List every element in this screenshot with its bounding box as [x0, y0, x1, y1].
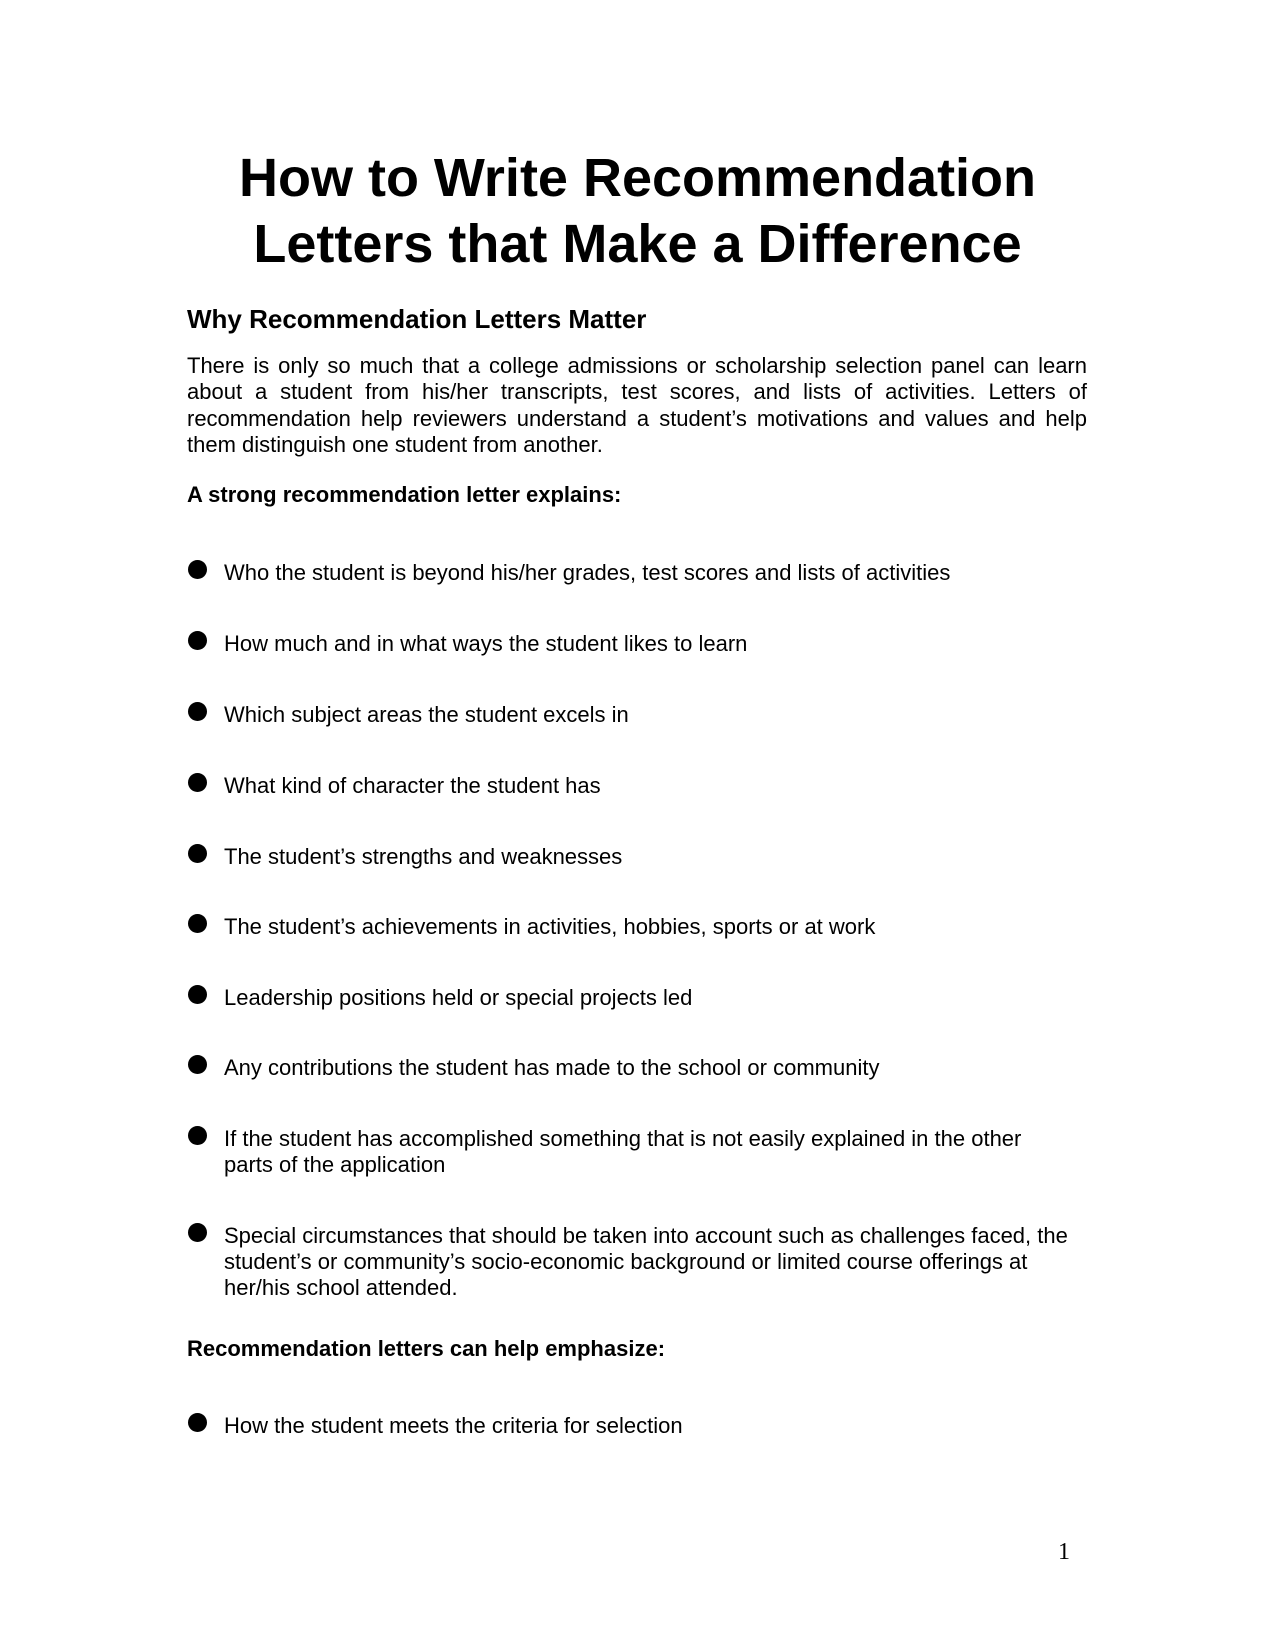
- list-item-text: Special circumstances that should be taken into account such as challenges faced, the student’s or community’s socio-economic background or limited course offerings at her/his school attended.: [224, 1223, 1068, 1300]
- list-item-text: How much and in what ways the student likes to learn: [224, 631, 748, 656]
- list-item-text: Any contributions the student has made to the school or community: [224, 1055, 880, 1080]
- bullet-icon: [188, 631, 207, 650]
- list-item-text: What kind of character the student has: [224, 773, 601, 798]
- bullet-icon: [188, 985, 207, 1004]
- bullet-icon: [188, 844, 207, 863]
- page-title-line-1: How to Write Recommendation: [238, 148, 1037, 208]
- list-item-text: Which subject areas the student excels in: [224, 702, 629, 727]
- bullet-icon: [188, 773, 207, 792]
- bullet-icon: [188, 1126, 207, 1145]
- list-label-explains: A strong recommendation letter explains:: [187, 482, 622, 507]
- bullet-icon: [188, 1055, 207, 1074]
- list-item-text: How the student meets the criteria for selection: [224, 1413, 683, 1438]
- list-item-text: Leadership positions held or special projects led: [224, 985, 693, 1010]
- bullet-icon: [188, 1223, 207, 1242]
- list-item-text: If the student has accomplished something that is not easily explained in the other parts of the application: [224, 1126, 1022, 1177]
- section-heading: Why Recommendation Letters Matter: [187, 304, 647, 334]
- bullet-icon: [188, 560, 207, 579]
- bullet-icon: [188, 1413, 207, 1432]
- page-title-line-2: Letters that Make a Difference: [253, 214, 1022, 274]
- list-item-text: The student’s strengths and weaknesses: [224, 844, 623, 869]
- bullet-icon: [188, 702, 207, 721]
- page-number: 1: [1058, 1539, 1070, 1565]
- list-label-emphasize: Recommendation letters can help emphasize:: [187, 1336, 666, 1361]
- bullet-icon: [188, 914, 207, 933]
- intro-paragraph: There is only so much that a college admissions or scholarship selection panel can learn about a student from his/her transcripts, test scores, and lists of activities. Letters of recommendation help reviewers understand a student’s motivations and values and help them distinguish one student from another.: [187, 353, 1087, 458]
- list-item-text: The student’s achievements in activities, hobbies, sports or at work: [224, 914, 876, 939]
- list-item-text: Who the student is beyond his/her grades, test scores and lists of activities: [224, 560, 951, 585]
